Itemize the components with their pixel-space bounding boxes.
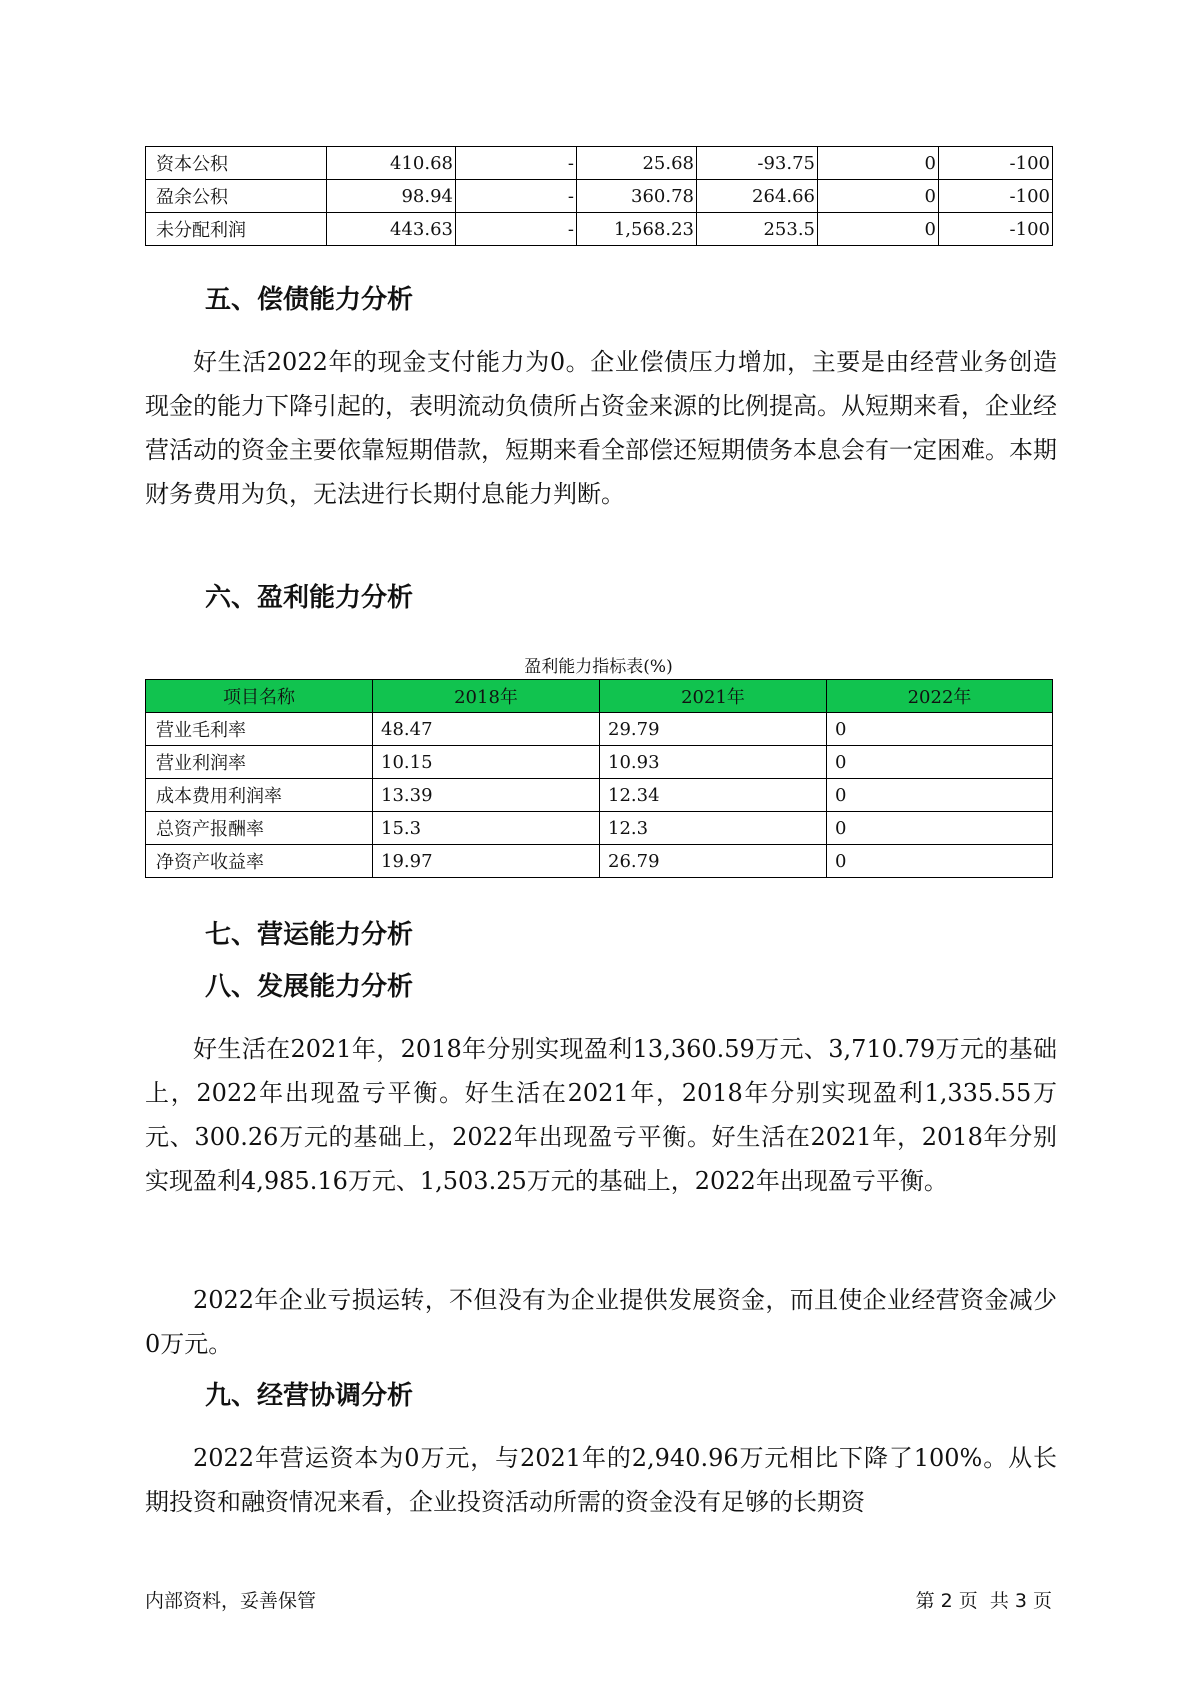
table-row xyxy=(146,147,1053,180)
table-row xyxy=(146,213,1053,246)
cell: 10.93 xyxy=(600,746,827,779)
section-heading-solvency: 五、偿债能力分析 xyxy=(205,285,414,315)
row-name: 资本公积 xyxy=(146,147,327,180)
cell: 26.79 xyxy=(600,845,827,878)
cell: 29.79 xyxy=(600,713,827,746)
cell: 253.5 xyxy=(697,213,818,246)
cell: 0 xyxy=(818,147,939,180)
cell: 13.39 xyxy=(373,779,600,812)
table-row xyxy=(146,713,1053,746)
row-name: 盈余公积 xyxy=(146,180,327,213)
cell: 48.47 xyxy=(373,713,600,746)
column-header: 2021年 xyxy=(600,680,827,713)
cell: 0 xyxy=(827,845,1053,878)
cell: 0 xyxy=(818,213,939,246)
cell: 0 xyxy=(818,180,939,213)
footer-confidential-note: 内部资料，妥善保管 xyxy=(145,1590,317,1612)
cell: 0 xyxy=(827,713,1053,746)
cell: 443.63 xyxy=(327,213,456,246)
table-row xyxy=(146,779,1053,812)
row-name: 总资产报酬率 xyxy=(146,812,373,845)
row-name: 未分配利润 xyxy=(146,213,327,246)
equity-table xyxy=(145,146,1053,246)
cell: 1,568.23 xyxy=(577,213,697,246)
cell: 410.68 xyxy=(327,147,456,180)
table-caption: 盈利能力指标表(%) xyxy=(524,657,673,677)
section-heading-profitability: 六、盈利能力分析 xyxy=(205,583,414,613)
cell: 0 xyxy=(827,779,1053,812)
cell: - xyxy=(456,213,577,246)
section-heading-development: 八、发展能力分析 xyxy=(205,972,414,1002)
footer-page-number: 第 2 页 共 3 页 xyxy=(915,1590,1052,1612)
paragraph-development: 好生活在2021年，2018年分别实现盈利13,360.59万元、3,710.79万元的基础上，2022年出现盈亏平衡。好生活在2021年，2018年分别实现盈利1,335.55万元、300.26万元的基础上，2022年出现盈亏平衡。好生活在2021年，2018年分别实现盈利4,985.16万元、1,503.25万元的基础上，2022年出现盈亏平衡。 xyxy=(145,1035,1057,1195)
cell: 15.3 xyxy=(373,812,600,845)
row-name: 营业毛利率 xyxy=(146,713,373,746)
profitability-table xyxy=(145,679,1053,878)
table-row xyxy=(146,845,1053,878)
section-heading-operating: 七、营运能力分析 xyxy=(205,920,414,950)
cell: - xyxy=(456,180,577,213)
table-header-row xyxy=(146,680,1053,713)
column-header: 2022年 xyxy=(827,680,1053,713)
cell: -93.75 xyxy=(697,147,818,180)
cell: 12.3 xyxy=(600,812,827,845)
paragraph-solvency: 好生活2022年的现金支付能力为0。企业偿债压力增加，主要是由经营业务创造现金的能力下降引起的，表明流动负债所占资金来源的比例提高。从短期来看，企业经营活动的资金主要依靠短期借款，短期来看全部偿还短期债务本息会有一定困难。本期财务费用为负，无法进行长期付息能力判断。 xyxy=(145,348,1057,508)
table-row xyxy=(146,812,1053,845)
cell: 25.68 xyxy=(577,147,697,180)
cell: -100 xyxy=(939,180,1053,213)
cell: 98.94 xyxy=(327,180,456,213)
cell: 19.97 xyxy=(373,845,600,878)
paragraph-development-funding: 2022年企业亏损运转，不但没有为企业提供发展资金，而且使企业经营资金减少0万元。 xyxy=(145,1286,1057,1358)
table-row xyxy=(146,180,1053,213)
table-row xyxy=(146,746,1053,779)
cell: - xyxy=(456,147,577,180)
row-name: 成本费用利润率 xyxy=(146,779,373,812)
section-heading-coordination: 九、经营协调分析 xyxy=(205,1381,414,1411)
cell: 264.66 xyxy=(697,180,818,213)
cell: -100 xyxy=(939,147,1053,180)
cell: 10.15 xyxy=(373,746,600,779)
row-name: 营业利润率 xyxy=(146,746,373,779)
column-header: 项目名称 xyxy=(146,680,373,713)
cell: 0 xyxy=(827,812,1053,845)
cell: 12.34 xyxy=(600,779,827,812)
cell: 0 xyxy=(827,746,1053,779)
cell: -100 xyxy=(939,213,1053,246)
cell: 360.78 xyxy=(577,180,697,213)
row-name: 净资产收益率 xyxy=(146,845,373,878)
paragraph-coordination: 2022年营运资本为0万元，与2021年的2,940.96万元相比下降了100%。从长期投资和融资情况来看，企业投资活动所需的资金没有足够的长期资 xyxy=(145,1444,1057,1516)
column-header: 2018年 xyxy=(373,680,600,713)
